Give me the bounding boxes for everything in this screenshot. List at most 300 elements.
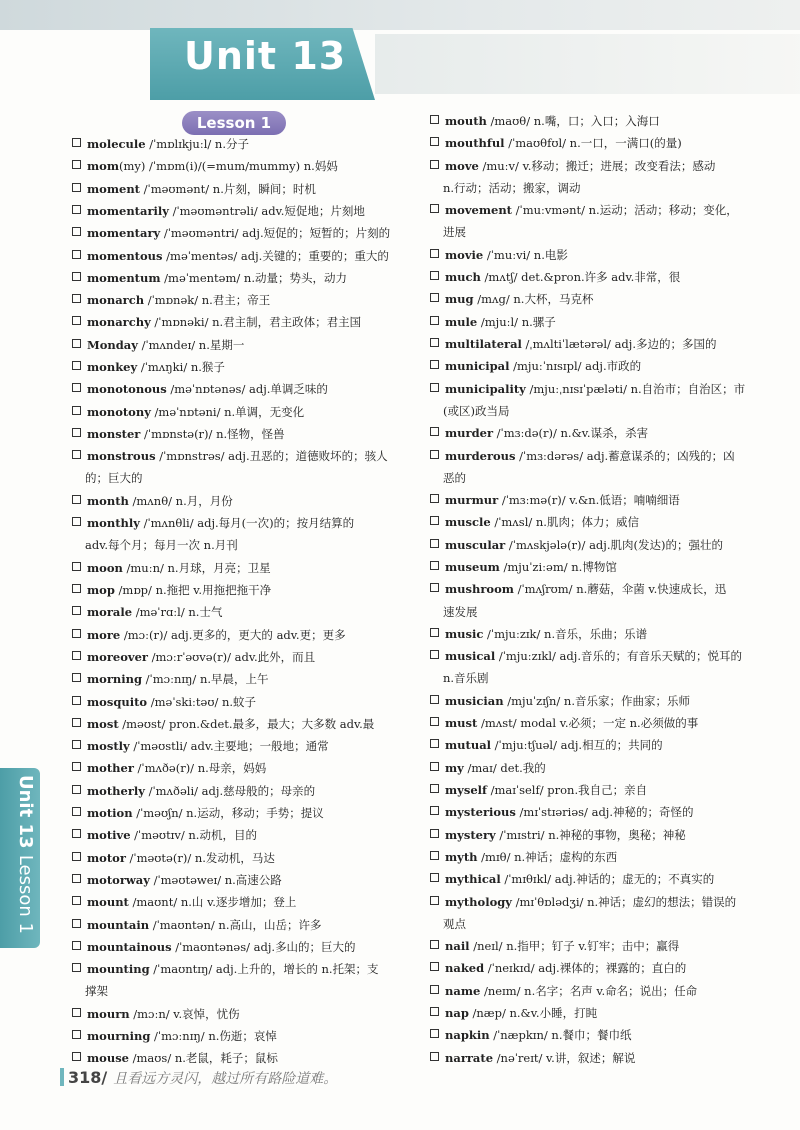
definition: /neɪm/ n.名字；名声 v.命名；说出；任命 [480, 983, 698, 998]
checkbox-icon [72, 896, 81, 905]
vocab-entry [72, 423, 285, 445]
headword: nail [445, 939, 470, 954]
definition-continued: 观点 [443, 916, 466, 931]
checkbox-icon [430, 271, 439, 280]
definition: /maɪ/ det.我的 [463, 760, 546, 775]
checkbox-icon [430, 160, 439, 169]
headword: molecule [87, 137, 146, 151]
vocab-entry [72, 311, 361, 333]
checkbox-icon [430, 338, 439, 347]
checkbox-icon [430, 1007, 439, 1016]
definition: /ˈmɪθɪkl/ adj.神话的；虚无的；不真实的 [500, 872, 715, 887]
checkbox-icon [430, 516, 439, 525]
headword: name [445, 983, 481, 998]
vocab-entry [430, 957, 686, 979]
vocab-entry [72, 1025, 277, 1047]
checkbox-icon [72, 1008, 81, 1017]
definition: /ˈmʌskjələ(r)/ adj.肌肉(发达)的；强壮的 [505, 537, 723, 552]
headword: momentum [87, 270, 161, 285]
definition: /mjuːˈnɪsɪpl/ adj.市政的 [509, 359, 642, 374]
headword: most [87, 716, 119, 731]
definition: /mʌtʃ/ det.&pron.许多 adv.非常，很 [480, 270, 681, 285]
checkbox-icon [72, 874, 81, 883]
checkbox-icon [72, 517, 81, 526]
checkbox-icon [430, 717, 439, 726]
vocab-entry [430, 199, 738, 244]
checkbox-icon [430, 583, 439, 592]
checkbox-icon [430, 1052, 439, 1061]
headword: monkey [87, 360, 138, 374]
checkbox-icon [72, 339, 81, 348]
definition: /ˌmʌltiˈlætərəl/ adj.多边的；多国的 [521, 337, 717, 351]
vocab-entry [430, 891, 736, 936]
headword: motive [87, 828, 131, 843]
vocab-entry [72, 869, 282, 891]
headword: mother [87, 761, 134, 776]
vocab-entry [72, 200, 365, 222]
definition: /mɔːn/ v.哀悼，忧伤 [129, 1006, 240, 1021]
definition-continued: n.行动；活动；搬家，调动 [443, 180, 581, 195]
vocab-entry [72, 780, 315, 802]
checkbox-icon [72, 138, 81, 147]
checkbox-icon [430, 784, 439, 793]
vocab-entry [430, 534, 723, 556]
definition: /ˈnæpkɪn/ n.餐巾；餐巾纸 [489, 1028, 632, 1043]
vocab-entry [72, 378, 328, 400]
checkbox-icon [430, 851, 439, 860]
definition: /ˈməʊtə(r)/ n.发动机，马达 [125, 850, 275, 865]
definition: /ˈməʊtəweɪ/ n.高速公路 [149, 872, 282, 887]
checkbox-icon [72, 495, 81, 504]
checkbox-icon [72, 919, 81, 928]
checkbox-icon [430, 249, 439, 258]
headword: Monday [87, 337, 138, 352]
unit-title: Unit 13 [184, 34, 347, 78]
checkbox-icon [430, 1029, 439, 1038]
headword: mythical [445, 872, 501, 887]
vocab-entry [430, 355, 641, 377]
definition-continued: 恶的 [443, 470, 466, 485]
headword: month [87, 493, 129, 508]
definition: /ˈmɔːnɪŋ/ n.早晨，上午 [142, 672, 269, 687]
headword: momentous [87, 248, 163, 263]
vocab-entry [72, 936, 356, 958]
definition: /muːv/ v.移动；搬迁；进展；改变看法；感动 [478, 158, 716, 173]
vocab-entry [430, 578, 726, 623]
checkbox-icon [430, 762, 439, 771]
headword: mourn [87, 1006, 130, 1021]
vocab-entry [430, 445, 735, 490]
vocab-entry [72, 891, 296, 913]
definition: /maʊθ/ n.嘴，口；入口；入海口 [486, 114, 660, 128]
side-tab-text [4, 775, 36, 945]
vocab-entry [430, 311, 556, 333]
headword: naked [445, 961, 485, 976]
definition-continued: n.音乐剧 [443, 671, 489, 686]
headword: muscular [445, 537, 506, 552]
checkbox-icon [430, 628, 439, 637]
vocab-entry [430, 801, 694, 823]
headword: motor [87, 850, 126, 865]
checkbox-icon [72, 316, 81, 325]
definition: /ˈmɜːdə(r)/ n.&v.谋杀，杀害 [493, 426, 649, 441]
vocab-entry [72, 557, 271, 579]
checkbox-icon [72, 361, 81, 370]
headword: narrate [445, 1050, 494, 1065]
checkbox-icon [72, 294, 81, 303]
headword: monarch [87, 293, 145, 308]
checkbox-icon [430, 695, 439, 704]
checkbox-icon [430, 962, 439, 971]
headword: much [445, 270, 481, 285]
headword: mountain [87, 917, 150, 932]
vocab-entry [72, 601, 222, 623]
definition: /ˈneɪkɪd/ adj.裸体的；裸露的；直白的 [484, 961, 687, 976]
banner-stripe [0, 0, 800, 30]
vocab-entry [72, 334, 244, 356]
definition: /ˈmʌʃrʊm/ n.蘑菇，伞菌 v.快速成长，迅 [513, 582, 727, 597]
checkbox-icon [72, 941, 81, 950]
definition: /ˈmjuːzɪkl/ adj.音乐的；有音乐天赋的；悦耳的 [495, 649, 742, 664]
vocab-entry [72, 691, 256, 713]
vocab-entry [72, 847, 275, 869]
headword: mostly [87, 739, 130, 754]
headword: mount [87, 895, 129, 910]
definition: /mɪθ/ n.神话；虚构的东西 [477, 849, 618, 864]
definition: /ˈmuːvi/ n.电影 [483, 247, 568, 262]
definition: /məˈrɑːl/ n.士气 [132, 605, 223, 620]
checkbox-icon [72, 272, 81, 281]
definition: /məʊst/ pron.&det.最多，最大；大多数 adv.最 [118, 716, 375, 731]
definition: /mɒp/ n.拖把 v.用拖把拖干净 [114, 583, 272, 597]
vocab-entry [430, 734, 663, 756]
vocab-entry [430, 422, 648, 444]
checkbox-icon [430, 985, 439, 994]
definition: /ˈmjuːzɪk/ n.音乐，乐曲；乐谱 [483, 626, 648, 641]
vocab-entry [430, 288, 593, 310]
vocab-entry [72, 579, 271, 601]
checkbox-icon [72, 785, 81, 794]
definition: /məˈskiːtəʊ/ n.蚊子 [147, 694, 257, 709]
headword: momentarily [87, 203, 169, 218]
vocab-entry [430, 824, 686, 846]
headword: mop [87, 583, 115, 597]
headword: monstrous [87, 449, 156, 464]
checkbox-icon [430, 293, 439, 302]
headword: mourning [87, 1029, 151, 1043]
definition: /ˈmaʊθfʊl/ n.一口，一满口(的量) [504, 136, 682, 151]
checkbox-icon [430, 829, 439, 838]
vocab-entry [72, 356, 225, 378]
headword: multilateral [445, 337, 522, 351]
side-tab-unit: Unit 13 [15, 775, 36, 849]
definition: /mɪˈstɪəriəs/ adj.神秘的；奇怪的 [515, 805, 694, 820]
headword: monotony [87, 404, 151, 419]
definition: /ˈmʌndeɪ/ n.星期一 [137, 337, 245, 352]
headword: napkin [445, 1028, 490, 1043]
checkbox-icon [430, 873, 439, 882]
headword: must [445, 716, 478, 731]
vocab-entry [72, 178, 316, 200]
headword: museum [445, 560, 500, 574]
vocab-entry [430, 511, 639, 533]
headword: momentary [87, 226, 161, 241]
vocab-entry [430, 489, 680, 511]
checkbox-icon [430, 316, 439, 325]
checkbox-icon [72, 584, 81, 593]
definition: (my) /ˈmɒm(i)/(=mum/mummy) n.妈妈 [119, 159, 338, 174]
definition: /næp/ n.&v.小睡，打盹 [468, 1006, 598, 1020]
vocab-entry [430, 132, 682, 154]
checkbox-icon [72, 807, 81, 816]
vocab-entry [430, 980, 697, 1002]
definition: /maʊnt/ n.山 v.逐步增加；登上 [128, 895, 297, 910]
headword: muscle [445, 515, 491, 530]
definition: /ˈmɒnstə(r)/ n.怪物，怪兽 [140, 426, 285, 441]
headword: motorway [87, 872, 150, 887]
vocab-entry [72, 222, 390, 244]
headword: morale [87, 605, 133, 620]
vocab-entry [430, 690, 690, 712]
definition: /ˈmɒlɪkjuːl/ n.分子 [145, 137, 249, 151]
vocab-entry [72, 824, 257, 846]
checkbox-icon [72, 963, 81, 972]
headword: mug [445, 292, 474, 307]
checkbox-icon [72, 428, 81, 437]
definition-continued: (或区)政当局 [443, 403, 510, 418]
definition: /mʌg/ n.大杯，马克杯 [473, 292, 594, 307]
headword: moreover [87, 649, 148, 664]
vocab-entry [430, 645, 742, 690]
checkbox-icon [430, 940, 439, 949]
checkbox-icon [72, 406, 81, 415]
definition: /mʌnθ/ n.月，月份 [128, 493, 233, 508]
headword: motherly [87, 783, 145, 798]
headword: myself [445, 783, 487, 797]
headword: mysterious [445, 805, 516, 820]
checkbox-icon [72, 852, 81, 861]
checkbox-icon [72, 762, 81, 771]
headword: mouse [87, 1051, 129, 1066]
vocab-entry [430, 244, 568, 266]
vocab-entry [430, 110, 660, 132]
definition: /mɔːrˈəʊvə(r)/ adv.此外，而且 [147, 649, 316, 664]
page-footer [60, 1068, 337, 1088]
checkbox-icon [72, 696, 81, 705]
definition: /mɔː(r)/ adj.更多的，更大的 adv.更；更多 [120, 627, 346, 642]
headword: motion [87, 806, 133, 820]
headword: monarchy [87, 315, 151, 330]
headword: my [445, 760, 464, 775]
vocab-entry [72, 267, 347, 289]
headword: monotonous [87, 382, 167, 397]
headword: mutual [445, 738, 492, 753]
definition-continued: 速发展 [443, 604, 478, 619]
headword: mountainous [87, 939, 172, 954]
headword: movie [445, 247, 484, 262]
headword: nap [445, 1006, 469, 1020]
vocab-entry [430, 333, 717, 355]
vocab-entry [430, 1047, 635, 1069]
definition: /mʌst/ modal v.必须；一定 n.必须做的事 [477, 716, 699, 731]
vocab-entry [72, 713, 374, 735]
definition: /mjuːl/ n.骡子 [477, 314, 556, 329]
checkbox-icon [72, 183, 81, 192]
definition: /mjuːˌnɪsɪˈpæləti/ n.自治市；自治区；市 [525, 381, 746, 396]
vocab-entry [72, 914, 321, 936]
definition: /mjuˈziːəm/ n.博物馆 [499, 560, 617, 574]
vocab-entry [72, 646, 315, 668]
definition: /ˈmɒnəki/ n.君主制，君主政体；君主国 [150, 315, 362, 330]
checkbox-icon [430, 806, 439, 815]
vocab-entry [72, 757, 266, 779]
definition: /məˈnɒtənəs/ adj.单调乏味的 [166, 382, 328, 397]
definition-continued: 的；巨大的 [85, 471, 143, 486]
definition-continued: 进展 [443, 225, 466, 240]
vocab-entry [72, 445, 388, 490]
definition: /ˈmɜːmə(r)/ v.&n.低语；喃喃细语 [498, 493, 680, 508]
checkbox-icon [72, 205, 81, 214]
definition: /ˈmaʊntɪŋ/ adj.上升的，增长的 n.托架；支 [149, 962, 379, 977]
headword: murmur [445, 493, 499, 508]
headword: musician [445, 693, 504, 708]
definition: /ˈmʌsl/ n.肌肉；体力；威信 [490, 515, 639, 530]
checkbox-icon [72, 383, 81, 392]
definition: /ˈmjuːtʃuəl/ adj.相互的；共同的 [491, 738, 663, 753]
headword: murderous [445, 448, 516, 463]
checkbox-icon [430, 204, 439, 213]
definition: /ˈmaʊntən/ n.高山，山岳；许多 [149, 917, 322, 932]
checkbox-icon [72, 1052, 81, 1061]
definition: /neɪl/ n.指甲；钉子 v.钉牢；击中；赢得 [469, 939, 680, 954]
definition: /ˈmʌnθli/ adj.每月(一次)的；按月结算的 [139, 516, 355, 531]
page-number: 318/ [68, 1068, 108, 1087]
vocab-entry [430, 155, 715, 200]
vocab-entry [72, 289, 270, 311]
footer-bar [60, 1068, 64, 1086]
headword: municipality [445, 381, 526, 396]
vocab-entry [430, 779, 647, 801]
definition: /ˈmɪstri/ n.神秘的事物，奥秘；神秘 [495, 827, 686, 842]
definition: /ˈməʊtɪv/ n.动机，目的 [130, 828, 257, 843]
definition: /maʊs/ n.老鼠，耗子；鼠标 [129, 1051, 278, 1066]
checkbox-icon [430, 539, 439, 548]
vocab-entry [72, 1003, 240, 1025]
checkbox-icon [72, 562, 81, 571]
headword: murder [445, 426, 494, 441]
headword: moment [87, 181, 140, 196]
checkbox-icon [72, 1030, 81, 1039]
checkbox-icon [430, 360, 439, 369]
checkbox-icon [430, 427, 439, 436]
headword: municipal [445, 359, 510, 374]
vocab-entry [72, 401, 304, 423]
headword: mounting [87, 962, 150, 977]
vocab-entry [72, 245, 389, 267]
vocab-entry [72, 735, 329, 757]
headword: moon [87, 560, 123, 575]
vocab-entry [72, 1047, 278, 1069]
vocab-entry [72, 668, 269, 690]
checkbox-icon [72, 606, 81, 615]
definition-continued: 撑架 [85, 984, 108, 999]
definition: /ˈmɒnstrəs/ adj.丑恶的；道德败坏的；骇人 [155, 449, 388, 464]
checkbox-icon [430, 650, 439, 659]
definition: /ˈmaʊntənəs/ adj.多山的；巨大的 [171, 939, 356, 954]
headword: mythology [445, 894, 512, 909]
checkbox-icon [430, 137, 439, 146]
headword: mom [87, 159, 120, 174]
vocab-entry [430, 846, 617, 868]
checkbox-icon [72, 250, 81, 259]
definition: /mɪˈθɒlədʒi/ n.神话；虚幻的想法；错误的 [511, 894, 737, 909]
checkbox-icon [72, 160, 81, 169]
lesson-label: Lesson 1 [182, 111, 286, 135]
vocab-entry [72, 624, 346, 646]
vocab-entry [430, 623, 647, 645]
headword: myth [445, 849, 478, 864]
checkbox-icon [72, 450, 81, 459]
definition: /maɪˈself/ pron.我自己；亲自 [486, 783, 648, 797]
definition: /ˈmɔːnɪŋ/ n.伤逝；哀悼 [150, 1029, 277, 1043]
vocab-entry [430, 266, 680, 288]
definition: /ˈmʌðə(r)/ n.母亲，妈妈 [133, 761, 267, 776]
checkbox-icon [430, 896, 439, 905]
headword: music [445, 626, 484, 641]
headword: mouth [445, 114, 487, 128]
side-tab-lesson: Lesson 1 [15, 854, 36, 934]
vocab-entry [430, 378, 745, 423]
vocab-entry [430, 868, 714, 890]
checkbox-icon [72, 629, 81, 638]
checkbox-icon [72, 651, 81, 660]
definition: /ˈməʊʃn/ n.运动，移动；手势；提议 [132, 806, 324, 820]
vocab-entry [72, 958, 379, 1003]
headword: monster [87, 426, 141, 441]
vocab-entry [72, 155, 338, 177]
headword: mystery [445, 827, 496, 842]
headword: mule [445, 314, 478, 329]
definition: /mjuˈzɪʃn/ n.音乐家；作曲家；乐师 [503, 693, 690, 708]
checkbox-icon [430, 739, 439, 748]
headword: move [445, 158, 479, 173]
headword: monthly [87, 516, 140, 531]
vocab-entry [72, 490, 233, 512]
headword: mosquito [87, 694, 148, 709]
definition: /ˈmʌðəli/ adj.慈母般的；母亲的 [144, 783, 316, 798]
banner-fade [375, 34, 800, 94]
headword: musical [445, 649, 496, 664]
definition: /muːn/ n.月球，月亮；卫星 [122, 560, 271, 575]
vocab-entry [430, 757, 546, 779]
checkbox-icon [430, 383, 439, 392]
definition: /ˈmɒnək/ n.君主；帝王 [144, 293, 271, 308]
definition: /ˈmɜːdərəs/ adj.蓄意谋杀的；凶残的；凶 [515, 448, 735, 463]
vocab-entry [430, 935, 679, 957]
checkbox-icon [72, 740, 81, 749]
definition: /ˈmʌŋki/ n.猴子 [137, 360, 225, 374]
vocab-entry [72, 512, 354, 557]
vocab-entry [72, 133, 249, 155]
header-banner [0, 0, 800, 100]
definition: /məˈnɒtəni/ n.单调，无变化 [150, 404, 305, 419]
vocab-entry [430, 1002, 597, 1024]
headword: mushroom [445, 582, 514, 597]
headword: mouthful [445, 136, 505, 151]
footer-motto: 且看远方灵闪，越过所有路险道难。 [113, 1071, 338, 1087]
checkbox-icon [430, 561, 439, 570]
vocab-entry [430, 556, 617, 578]
